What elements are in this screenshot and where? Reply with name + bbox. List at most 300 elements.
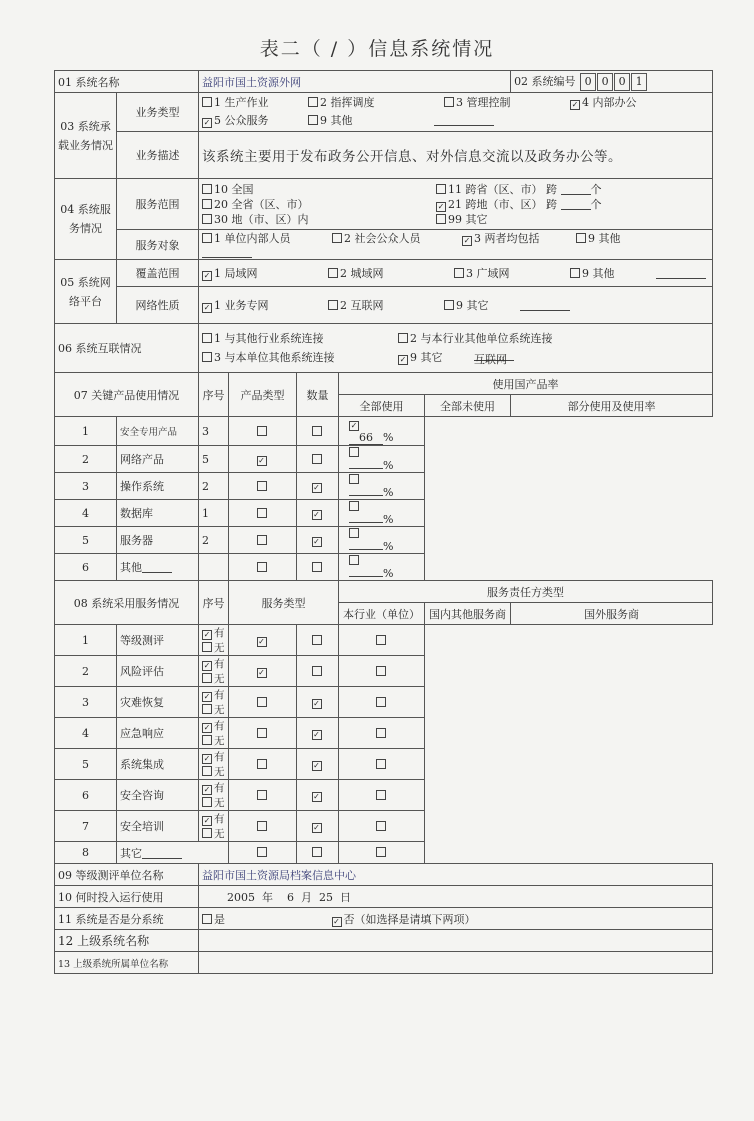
interconnect-3[interactable] bbox=[202, 348, 392, 367]
service-yes-label: 有 bbox=[214, 782, 225, 794]
service-target-1-checkbox[interactable] bbox=[202, 233, 212, 243]
product-qty bbox=[199, 554, 229, 581]
service-dom-cell bbox=[297, 718, 339, 749]
network-cover-4-checkbox[interactable] bbox=[570, 268, 580, 278]
product-row bbox=[55, 500, 713, 527]
product-part-cell bbox=[339, 527, 425, 554]
eval-unit-label: 09 等级测评单位名称 bbox=[55, 864, 199, 886]
service-yes-label: 有 bbox=[214, 689, 225, 701]
network-nature-2-checkbox[interactable] bbox=[328, 300, 338, 310]
interconnect-1[interactable] bbox=[202, 329, 392, 348]
business-type-5-checkbox[interactable] bbox=[202, 118, 212, 128]
service-range-5[interactable] bbox=[202, 212, 430, 227]
service-yes-checkbox[interactable] bbox=[202, 630, 212, 640]
business-type-1[interactable] bbox=[202, 94, 302, 112]
service-local-checkbox[interactable] bbox=[257, 790, 267, 800]
row-parent-system bbox=[55, 930, 713, 952]
service-yes-label: 有 bbox=[214, 627, 225, 639]
product-pct-field[interactable]: 66 bbox=[349, 431, 383, 445]
row-subsystem bbox=[55, 908, 713, 930]
business-type-4-checkbox[interactable] bbox=[570, 100, 580, 110]
service-target-3-checkbox[interactable] bbox=[462, 236, 472, 246]
service-for-checkbox[interactable] bbox=[376, 635, 386, 645]
service-no: 2 bbox=[55, 656, 117, 687]
service-local-cell bbox=[229, 780, 297, 811]
service-local-cell bbox=[229, 718, 297, 749]
parent-unit-label: 13 上级系统所属单位名称 bbox=[55, 952, 199, 974]
service-range-3-checkbox[interactable] bbox=[202, 199, 212, 209]
service-yes-checkbox[interactable] bbox=[202, 785, 212, 795]
day-unit: 日 bbox=[340, 890, 351, 904]
service-local-checkbox[interactable] bbox=[257, 728, 267, 738]
service-range-2-unit: 个 bbox=[590, 182, 602, 196]
system-no-digit-1: 0 bbox=[580, 73, 596, 91]
service-row bbox=[55, 811, 713, 842]
network-nature-3[interactable] bbox=[444, 297, 514, 313]
business-type-6-checkbox[interactable] bbox=[308, 115, 318, 125]
parent-system-value[interactable] bbox=[199, 930, 713, 952]
product-part-cell bbox=[339, 446, 425, 473]
business-desc-label: 业务描述 bbox=[117, 132, 199, 179]
product-type: 其他 bbox=[117, 554, 199, 581]
business-type-3-checkbox[interactable] bbox=[444, 97, 454, 107]
row-service-target bbox=[55, 230, 713, 260]
business-type-other-field[interactable] bbox=[434, 115, 494, 126]
network-cover-options bbox=[199, 260, 713, 287]
service-no-checkbox[interactable] bbox=[202, 797, 212, 807]
product-no: 6 bbox=[55, 554, 117, 581]
service-for-checkbox[interactable] bbox=[376, 728, 386, 738]
product-part-checkbox[interactable] bbox=[349, 501, 359, 511]
product-pct-unit: % bbox=[383, 540, 394, 553]
service-dom-cell bbox=[297, 811, 339, 842]
product-all-checkbox[interactable] bbox=[257, 426, 267, 436]
product-no: 1 bbox=[55, 417, 117, 446]
product-no: 2 bbox=[55, 446, 117, 473]
service-range-2[interactable] bbox=[436, 182, 636, 197]
service-dom-checkbox[interactable] bbox=[312, 847, 322, 857]
service-target-4-label: 9 其他 bbox=[588, 232, 621, 245]
row-parent-unit bbox=[55, 952, 713, 974]
product-all-checkbox[interactable] bbox=[257, 535, 267, 545]
product-none-cell bbox=[297, 554, 339, 581]
interconnect-label: 06 系统互联情况 bbox=[55, 324, 199, 373]
product-pct-unit: % bbox=[383, 567, 394, 580]
row-interconnect bbox=[55, 324, 713, 373]
start-date-value[interactable] bbox=[199, 886, 713, 908]
service-no-checkbox[interactable] bbox=[202, 735, 212, 745]
service-for-cell bbox=[339, 780, 425, 811]
service-dom-cell bbox=[297, 749, 339, 780]
service-target-4[interactable] bbox=[576, 230, 656, 246]
interconnect-1-label: 1 与其他行业系统连接 bbox=[214, 332, 324, 345]
service-no-label: 无 bbox=[214, 642, 225, 654]
product-none-cell bbox=[297, 473, 339, 500]
product-qty: 5 bbox=[199, 446, 229, 473]
service-type: 系统集成 bbox=[117, 749, 199, 780]
network-cover-3-label: 3 广域网 bbox=[466, 267, 510, 280]
system-no-digits[interactable] bbox=[579, 75, 647, 88]
services-h-dom: 国内其他服务商 bbox=[425, 603, 511, 625]
service-no-checkbox[interactable] bbox=[202, 766, 212, 776]
row-service-range bbox=[55, 179, 713, 230]
business-type-4-label: 4 内部办公 bbox=[582, 96, 637, 109]
service-range-4-unit: 个 bbox=[590, 197, 602, 211]
service-target-options bbox=[199, 230, 713, 260]
service-has-cell bbox=[199, 749, 229, 780]
system-no-cell bbox=[511, 71, 713, 93]
business-type-3-label: 3 管理控制 bbox=[456, 96, 511, 109]
product-part-checkbox[interactable] bbox=[349, 447, 359, 457]
product-no: 5 bbox=[55, 527, 117, 554]
service-for-checkbox[interactable] bbox=[376, 847, 386, 857]
business-section-label: 03 系统承载业务情况 bbox=[55, 93, 117, 179]
product-none-cell bbox=[297, 417, 339, 446]
product-pct-field[interactable] bbox=[349, 522, 383, 523]
service-yes-checkbox[interactable] bbox=[202, 723, 212, 733]
start-month: 6 bbox=[287, 890, 294, 904]
service-section-label: 04 系统服务情况 bbox=[55, 179, 117, 260]
service-no-checkbox[interactable] bbox=[202, 673, 212, 683]
service-range-2-count-field[interactable] bbox=[561, 184, 591, 195]
interconnect-4-label: 9 其它 bbox=[410, 351, 443, 364]
service-yes-checkbox[interactable] bbox=[202, 692, 212, 702]
service-type: 其它 bbox=[117, 842, 229, 864]
product-none-checkbox[interactable] bbox=[312, 510, 322, 520]
products-h-qty: 数量 bbox=[297, 373, 339, 417]
row-network-cover bbox=[55, 260, 713, 287]
network-cover-4[interactable] bbox=[570, 265, 650, 281]
service-row bbox=[55, 749, 713, 780]
service-range-6[interactable] bbox=[436, 212, 636, 227]
service-range-1-checkbox[interactable] bbox=[202, 184, 212, 194]
service-range-6-label: 99 其它 bbox=[448, 212, 488, 226]
product-pct-field[interactable] bbox=[349, 576, 383, 577]
interconnect-2-checkbox[interactable] bbox=[398, 333, 408, 343]
service-range-2-suffix: 跨 bbox=[542, 182, 561, 196]
service-range-5-checkbox[interactable] bbox=[202, 214, 212, 224]
product-none-cell bbox=[297, 527, 339, 554]
row-products-header1 bbox=[55, 373, 713, 395]
service-dom-checkbox[interactable] bbox=[312, 761, 322, 771]
network-nature-1-checkbox[interactable] bbox=[202, 303, 212, 313]
subsystem-yes[interactable] bbox=[202, 911, 322, 927]
service-type: 安全咨询 bbox=[117, 780, 199, 811]
service-target-other-field[interactable] bbox=[202, 247, 252, 258]
system-no-digit-3: 0 bbox=[614, 73, 630, 91]
service-local-checkbox[interactable] bbox=[257, 847, 267, 857]
network-cover-3[interactable] bbox=[454, 265, 564, 281]
product-all-checkbox[interactable] bbox=[257, 481, 267, 491]
product-pct-unit: % bbox=[383, 513, 394, 526]
service-no-label: 无 bbox=[214, 704, 225, 716]
product-qty: 2 bbox=[199, 473, 229, 500]
start-year: 2005 bbox=[227, 890, 255, 904]
interconnect-3-label: 3 与本单位其他系统连接 bbox=[214, 351, 335, 364]
service-local-checkbox[interactable] bbox=[257, 637, 267, 647]
service-row bbox=[55, 656, 713, 687]
product-other-field[interactable] bbox=[142, 562, 172, 573]
service-row bbox=[55, 718, 713, 749]
service-dom-checkbox[interactable] bbox=[312, 699, 322, 709]
network-nature-3-checkbox[interactable] bbox=[444, 300, 454, 310]
form-title: 表二（ / ）信息系统情况 bbox=[259, 38, 495, 60]
network-nature-1[interactable] bbox=[202, 297, 322, 313]
product-type: 操作系统 bbox=[117, 473, 199, 500]
product-no: 3 bbox=[55, 473, 117, 500]
system-no-label: 02 系统编号 bbox=[514, 74, 576, 88]
product-qty: 1 bbox=[199, 500, 229, 527]
network-cover-2-label: 2 城域网 bbox=[340, 267, 384, 280]
network-cover-4-label: 9 其他 bbox=[582, 267, 615, 280]
service-type: 安全培训 bbox=[117, 811, 199, 842]
network-nature-2[interactable] bbox=[328, 297, 438, 313]
service-local-checkbox[interactable] bbox=[257, 697, 267, 707]
service-target-2-label: 2 社会公众人员 bbox=[344, 232, 421, 245]
product-pct-field[interactable] bbox=[349, 495, 383, 496]
service-no: 8 bbox=[55, 842, 117, 864]
product-none-checkbox[interactable] bbox=[312, 454, 322, 464]
subsystem-label: 11 系统是否是分系统 bbox=[55, 908, 199, 930]
service-other-field[interactable] bbox=[142, 848, 182, 859]
product-all-cell bbox=[229, 500, 297, 527]
product-part-checkbox[interactable] bbox=[349, 555, 359, 565]
service-no-label: 无 bbox=[214, 766, 225, 778]
product-pct-unit: % bbox=[383, 459, 394, 472]
service-for-checkbox[interactable] bbox=[376, 697, 386, 707]
interconnect-4[interactable] bbox=[398, 348, 468, 367]
service-yes-label: 有 bbox=[214, 751, 225, 763]
network-cover-1-checkbox[interactable] bbox=[202, 271, 212, 281]
service-no-checkbox[interactable] bbox=[202, 642, 212, 652]
service-for-checkbox[interactable] bbox=[376, 759, 386, 769]
service-target-1[interactable] bbox=[202, 230, 326, 246]
row-services-header1 bbox=[55, 581, 713, 603]
products-h-all: 全部使用 bbox=[339, 395, 425, 417]
network-nature-2-label: 2 互联网 bbox=[340, 299, 384, 312]
service-dom-cell bbox=[297, 687, 339, 718]
interconnect-other-value[interactable]: 互联网 bbox=[474, 350, 514, 361]
network-cover-3-checkbox[interactable] bbox=[454, 268, 464, 278]
product-none-checkbox[interactable] bbox=[312, 537, 322, 547]
service-yes-checkbox[interactable] bbox=[202, 754, 212, 764]
products-section-label: 07 关键产品使用情况 bbox=[55, 373, 199, 417]
product-none-cell bbox=[297, 446, 339, 473]
network-cover-2-checkbox[interactable] bbox=[328, 268, 338, 278]
product-none-checkbox[interactable] bbox=[312, 426, 322, 436]
service-dom-checkbox[interactable] bbox=[312, 792, 322, 802]
interconnect-1-checkbox[interactable] bbox=[202, 333, 212, 343]
product-all-checkbox[interactable] bbox=[257, 508, 267, 518]
system-no-digit-2: 0 bbox=[597, 73, 613, 91]
interconnect-2-label: 2 与本行业其他单位系统连接 bbox=[410, 332, 553, 345]
service-range-label: 服务范围 bbox=[117, 179, 199, 230]
service-row bbox=[55, 687, 713, 718]
service-local-cell bbox=[229, 687, 297, 718]
service-range-6-checkbox[interactable] bbox=[436, 214, 446, 224]
network-nature-label: 网络性质 bbox=[117, 287, 199, 324]
service-range-4-checkbox[interactable] bbox=[436, 202, 446, 212]
eval-unit-value[interactable]: 益阳市国土资源局档案信息中心 bbox=[199, 864, 713, 886]
services-h-for: 国外服务商 bbox=[511, 603, 713, 625]
product-all-cell bbox=[229, 417, 297, 446]
service-no-label: 无 bbox=[214, 828, 225, 840]
business-type-2[interactable] bbox=[308, 94, 438, 112]
service-target-3-label: 3 两者均包括 bbox=[474, 232, 540, 245]
network-section-label: 05 系统网络平台 bbox=[55, 260, 117, 324]
business-type-5-label: 5 公众服务 bbox=[214, 114, 269, 127]
system-name-label: 01 系统名称 bbox=[55, 71, 199, 93]
service-no-label: 无 bbox=[214, 735, 225, 747]
service-type: 灾难恢复 bbox=[117, 687, 199, 718]
service-range-4-suffix: 跨 bbox=[542, 197, 561, 211]
product-part-cell bbox=[339, 500, 425, 527]
product-all-checkbox[interactable] bbox=[257, 562, 267, 572]
service-no-checkbox[interactable] bbox=[202, 704, 212, 714]
service-local-checkbox[interactable] bbox=[257, 821, 267, 831]
row-start-date bbox=[55, 886, 713, 908]
product-pct-field[interactable] bbox=[349, 468, 383, 469]
service-range-options bbox=[199, 179, 713, 230]
products-h-type: 产品类型 bbox=[229, 373, 297, 417]
service-no-checkbox[interactable] bbox=[202, 828, 212, 838]
product-all-cell bbox=[229, 446, 297, 473]
service-no-label: 无 bbox=[214, 673, 225, 685]
business-type-6[interactable] bbox=[308, 112, 428, 130]
business-type-3[interactable] bbox=[444, 94, 564, 112]
interconnect-4-checkbox[interactable] bbox=[398, 355, 408, 365]
service-no: 1 bbox=[55, 625, 117, 656]
product-type: 网络产品 bbox=[117, 446, 199, 473]
network-nature-other-field[interactable] bbox=[520, 300, 570, 311]
business-type-1-checkbox[interactable] bbox=[202, 97, 212, 107]
product-all-checkbox[interactable] bbox=[257, 456, 267, 466]
service-range-4-label: 21 跨地（市、区） bbox=[448, 197, 543, 211]
service-yes-checkbox[interactable] bbox=[202, 816, 212, 826]
business-desc-value[interactable]: 该系统主要用于发布政务公开信息、对外信息交流以及政务办公等。 bbox=[199, 132, 713, 179]
service-range-4-count-field[interactable] bbox=[561, 199, 591, 210]
service-local-cell bbox=[229, 811, 297, 842]
row-business-desc bbox=[55, 132, 713, 179]
service-local-cell bbox=[229, 625, 297, 656]
network-cover-other-field[interactable] bbox=[656, 268, 706, 279]
service-range-2-label: 11 跨省（区、市） bbox=[448, 182, 543, 196]
product-part-checkbox[interactable] bbox=[349, 528, 359, 538]
business-type-5[interactable] bbox=[202, 112, 302, 130]
product-none-checkbox[interactable] bbox=[312, 562, 322, 572]
product-none-checkbox[interactable] bbox=[312, 483, 322, 493]
service-range-1[interactable] bbox=[202, 182, 430, 197]
service-no-label: 无 bbox=[214, 797, 225, 809]
product-qty: 2 bbox=[199, 527, 229, 554]
product-pct-unit: % bbox=[383, 486, 394, 499]
subsystem-yes-label: 是 bbox=[214, 912, 225, 926]
service-target-2[interactable] bbox=[332, 230, 456, 246]
service-yes-label: 有 bbox=[214, 720, 225, 732]
products-h-part: 部分使用及使用率 bbox=[511, 395, 713, 417]
service-for-checkbox[interactable] bbox=[376, 666, 386, 676]
service-for-checkbox[interactable] bbox=[376, 821, 386, 831]
service-target-2-checkbox[interactable] bbox=[332, 233, 342, 243]
subsystem-options bbox=[199, 908, 713, 930]
subsystem-no-label: 否（如选择是请填下两项） bbox=[343, 912, 476, 926]
service-no: 5 bbox=[55, 749, 117, 780]
service-local-checkbox[interactable] bbox=[257, 668, 267, 678]
services-h-resp: 服务责任方类型 bbox=[339, 581, 713, 603]
network-nature-options bbox=[199, 287, 713, 324]
product-qty: 3 bbox=[199, 417, 229, 446]
product-part-checkbox[interactable] bbox=[349, 474, 359, 484]
service-for-cell bbox=[339, 656, 425, 687]
interconnect-3-checkbox[interactable] bbox=[202, 352, 212, 362]
service-target-4-checkbox[interactable] bbox=[576, 233, 586, 243]
product-pct-field[interactable] bbox=[349, 549, 383, 550]
service-for-cell bbox=[339, 811, 425, 842]
network-nature-1-label: 1 业务专网 bbox=[214, 299, 269, 312]
parent-unit-value[interactable] bbox=[199, 952, 713, 974]
network-cover-1-label: 1 局域网 bbox=[214, 267, 258, 280]
product-part-checkbox[interactable] bbox=[349, 421, 359, 431]
service-type: 风险评估 bbox=[117, 656, 199, 687]
service-dom-checkbox[interactable] bbox=[312, 730, 322, 740]
subsystem-no-checkbox[interactable] bbox=[332, 917, 342, 927]
service-range-2-checkbox[interactable] bbox=[436, 184, 446, 194]
service-local-cell bbox=[229, 749, 297, 780]
product-row bbox=[55, 446, 713, 473]
product-all-cell bbox=[229, 554, 297, 581]
product-all-cell bbox=[229, 473, 297, 500]
system-name-value[interactable]: 益阳市国土资源外网 bbox=[199, 71, 511, 93]
network-cover-1[interactable] bbox=[202, 265, 322, 281]
service-row bbox=[55, 780, 713, 811]
service-target-3[interactable] bbox=[462, 230, 570, 246]
service-range-5-label: 30 地（市、区）内 bbox=[214, 212, 309, 226]
service-dom-checkbox[interactable] bbox=[312, 823, 322, 833]
subsystem-yes-checkbox[interactable] bbox=[202, 914, 212, 924]
product-row bbox=[55, 417, 713, 446]
service-range-4[interactable] bbox=[436, 197, 636, 212]
network-nature-3-label: 9 其它 bbox=[456, 299, 489, 312]
service-local-checkbox[interactable] bbox=[257, 759, 267, 769]
services-h-no: 序号 bbox=[199, 581, 229, 625]
interconnect-2[interactable] bbox=[398, 329, 598, 348]
service-has-cell bbox=[199, 656, 229, 687]
business-type-label: 业务类型 bbox=[117, 93, 199, 132]
row-system-name bbox=[55, 71, 713, 93]
network-cover-label: 覆盖范围 bbox=[117, 260, 199, 287]
product-part-cell bbox=[339, 554, 425, 581]
service-yes-label: 有 bbox=[214, 813, 225, 825]
subsystem-no[interactable] bbox=[332, 911, 476, 927]
business-type-2-checkbox[interactable] bbox=[308, 97, 318, 107]
service-yes-checkbox[interactable] bbox=[202, 661, 212, 671]
service-target-label: 服务对象 bbox=[117, 230, 199, 260]
network-cover-2[interactable] bbox=[328, 265, 448, 281]
business-type-1-label: 1 生产作业 bbox=[214, 96, 269, 109]
parent-system-label: 12 上级系统名称 bbox=[55, 930, 199, 952]
service-for-checkbox[interactable] bbox=[376, 790, 386, 800]
service-no: 3 bbox=[55, 687, 117, 718]
product-type: 服务器 bbox=[117, 527, 199, 554]
service-range-3[interactable] bbox=[202, 197, 430, 212]
service-dom-checkbox[interactable] bbox=[312, 666, 322, 676]
service-for-cell bbox=[339, 718, 425, 749]
business-type-4[interactable] bbox=[570, 94, 660, 112]
service-row bbox=[55, 625, 713, 656]
service-dom-checkbox[interactable] bbox=[312, 635, 322, 645]
service-dom-cell bbox=[297, 842, 339, 864]
system-no-digit-4: 1 bbox=[631, 73, 647, 91]
